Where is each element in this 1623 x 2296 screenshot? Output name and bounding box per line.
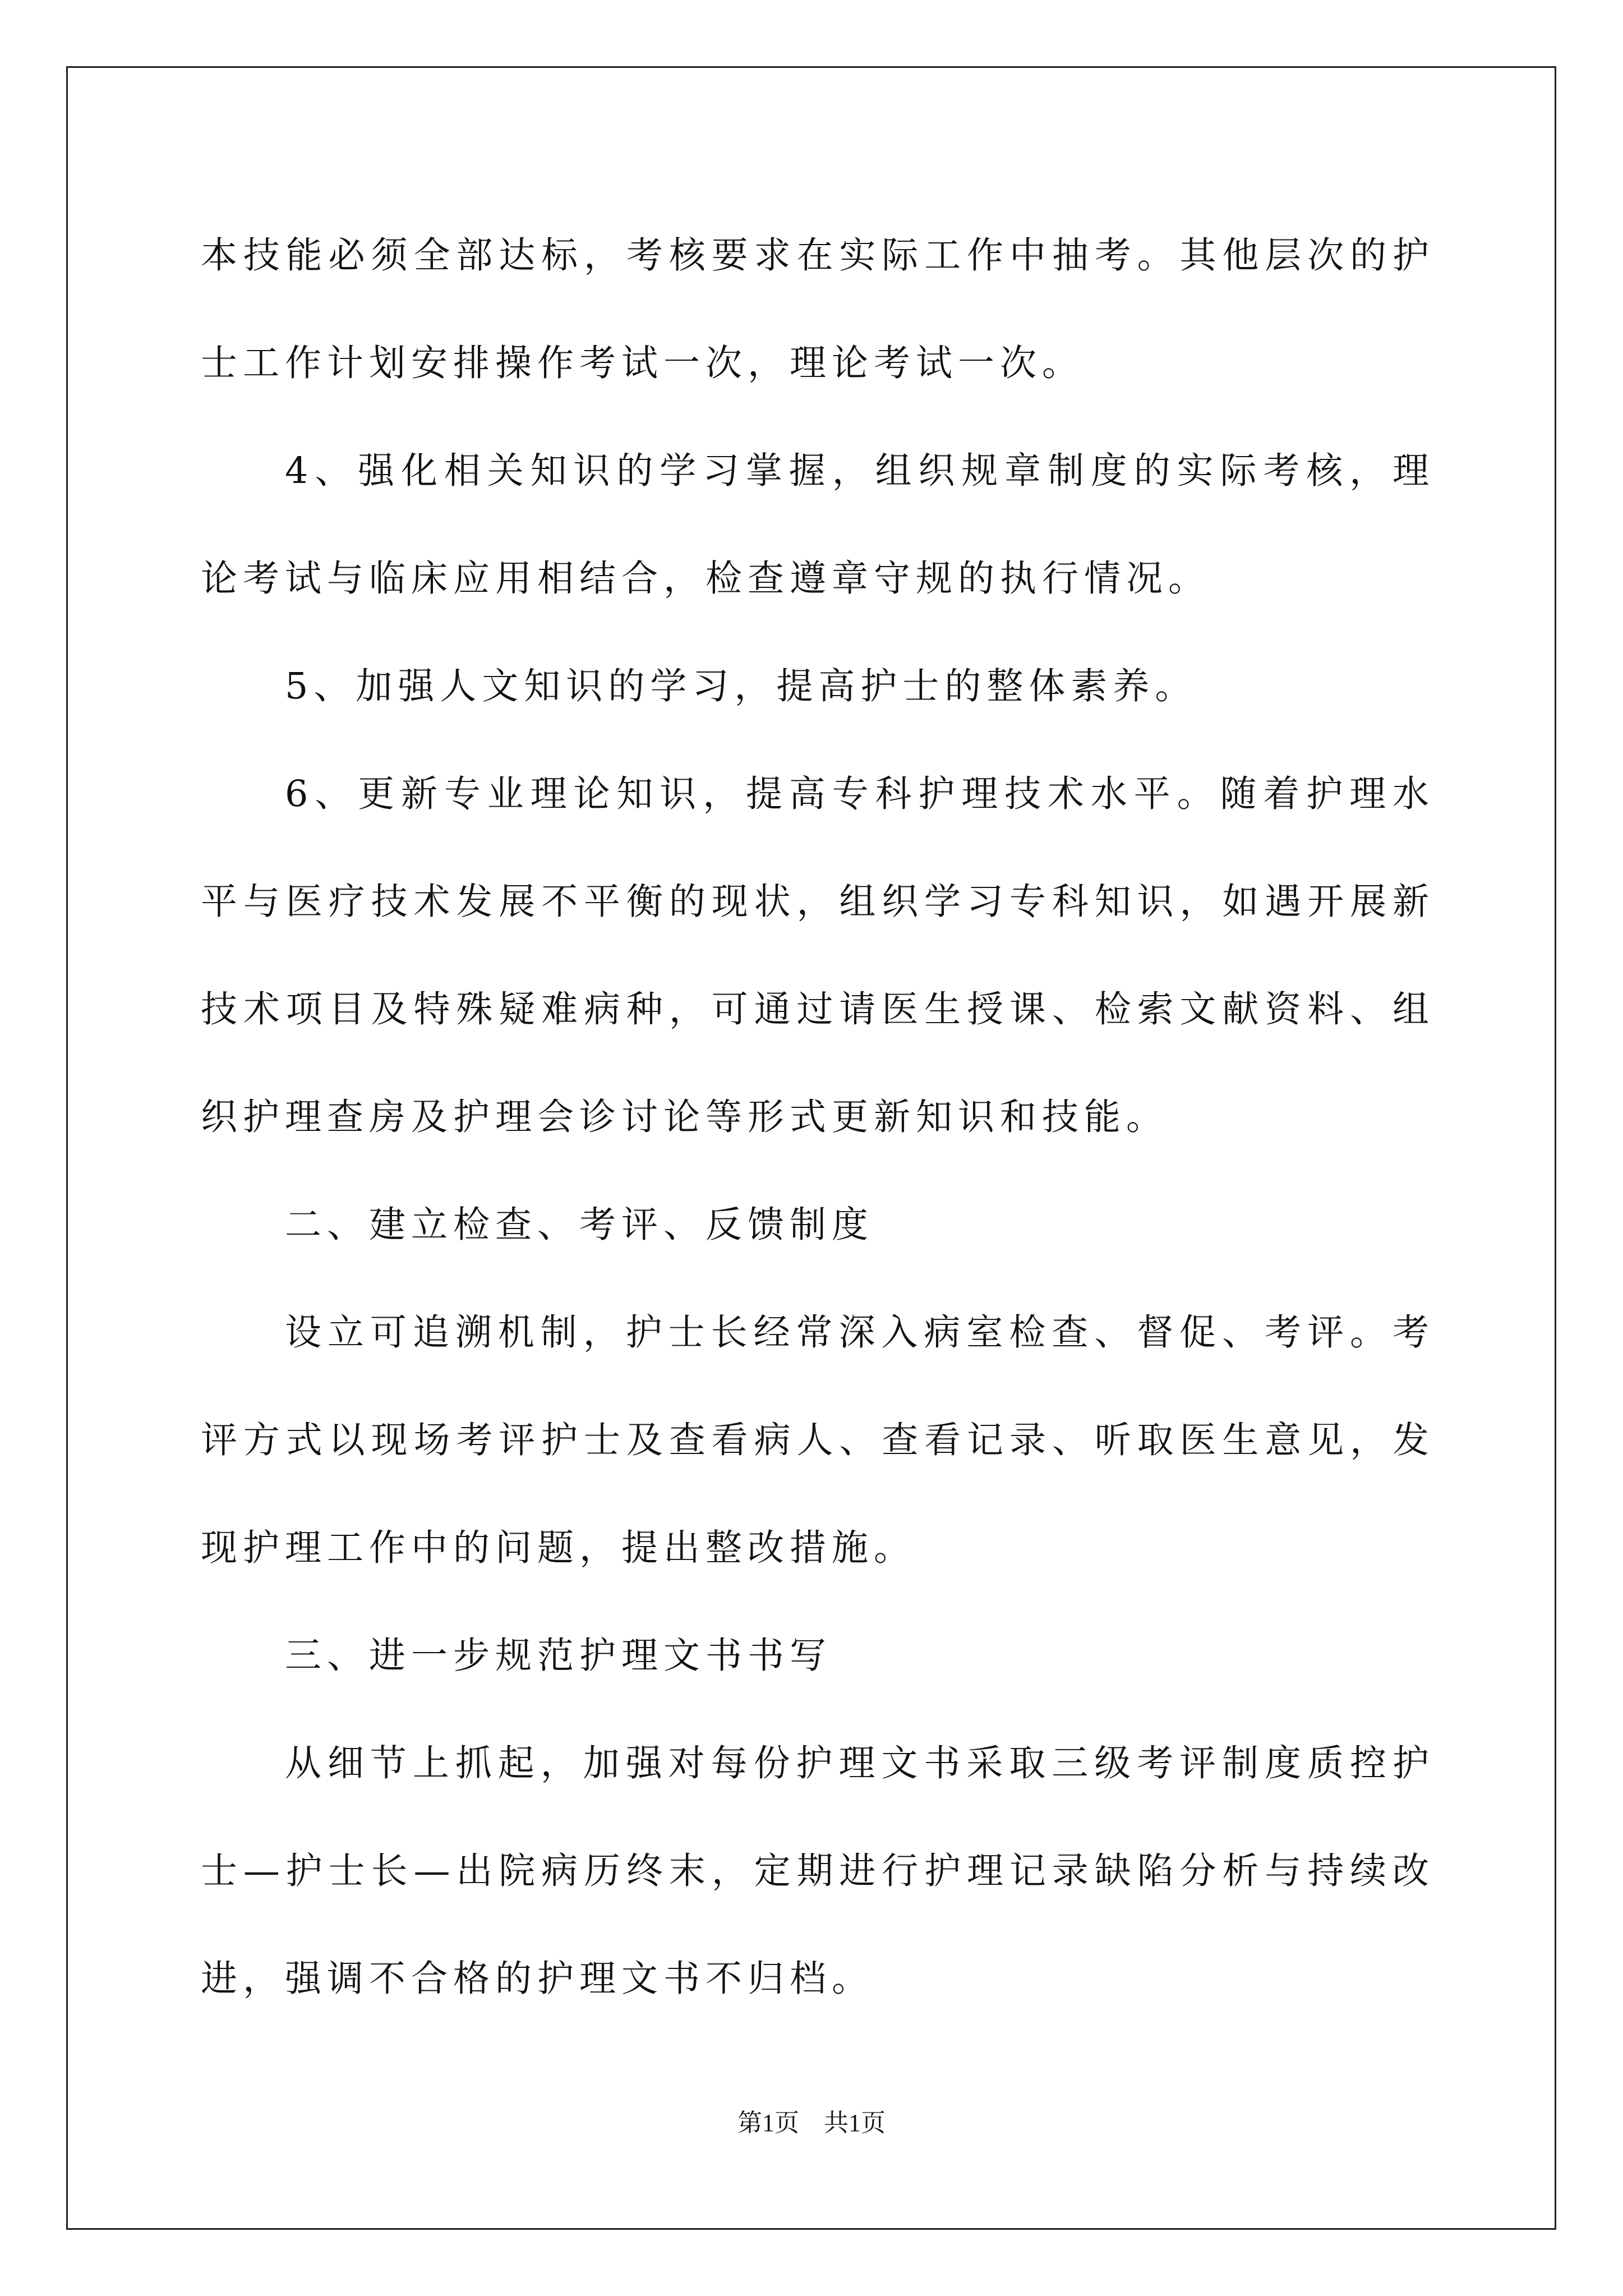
paragraph-5: 设立可追溯机制，护士长经常深入病室检查、督促、考评。考评方式以现场考评护士及查看病人、查看记录、听取医生意见，发现护理工作中的问题，提出整改措施。: [201, 1312, 1435, 1569]
section-heading-2: 二、建立检查、考评、反馈制度: [285, 1204, 874, 1246]
page-footer: 第1页 共1页: [737, 2109, 886, 2137]
paragraph-4: 6、更新专业理论知识，提高专科护理技术水平。随着护理水平与医疗技术发展不平衡的现状，组织学习专科知识，如遇开展新技术项目及特殊疑难病种，可通过请医生授课、检索文献资料、组织护理查房及护理会诊讨论等形式更新知识和技能。: [201, 773, 1435, 1138]
paragraph-2: 4、强化相关知识的学习掌握，组织规章制度的实际考核，理论考试与临床应用相结合，检查遵章守规的执行情况。: [201, 450, 1435, 600]
section-heading-3: 三、进一步规范护理文书书写: [285, 1635, 832, 1677]
paragraph-3: 5、加强人文知识的学习，提高护士的整体素养。: [285, 665, 1197, 707]
document-body: [201, 202, 1435, 2033]
paragraph-1: 本技能必须全部达标，考核要求在实际工作中抽考。其他层次的护士工作计划安排操作考试一次，理论考试一次。: [201, 234, 1435, 384]
paragraph-6: 从细节上抓起，加强对每份护理文书采取三级考评制度质控护士—护士长—出院病历终末，定期进行护理记录缺陷分析与持续改进，强调不合格的护理文书不归档。: [201, 1742, 1435, 2000]
